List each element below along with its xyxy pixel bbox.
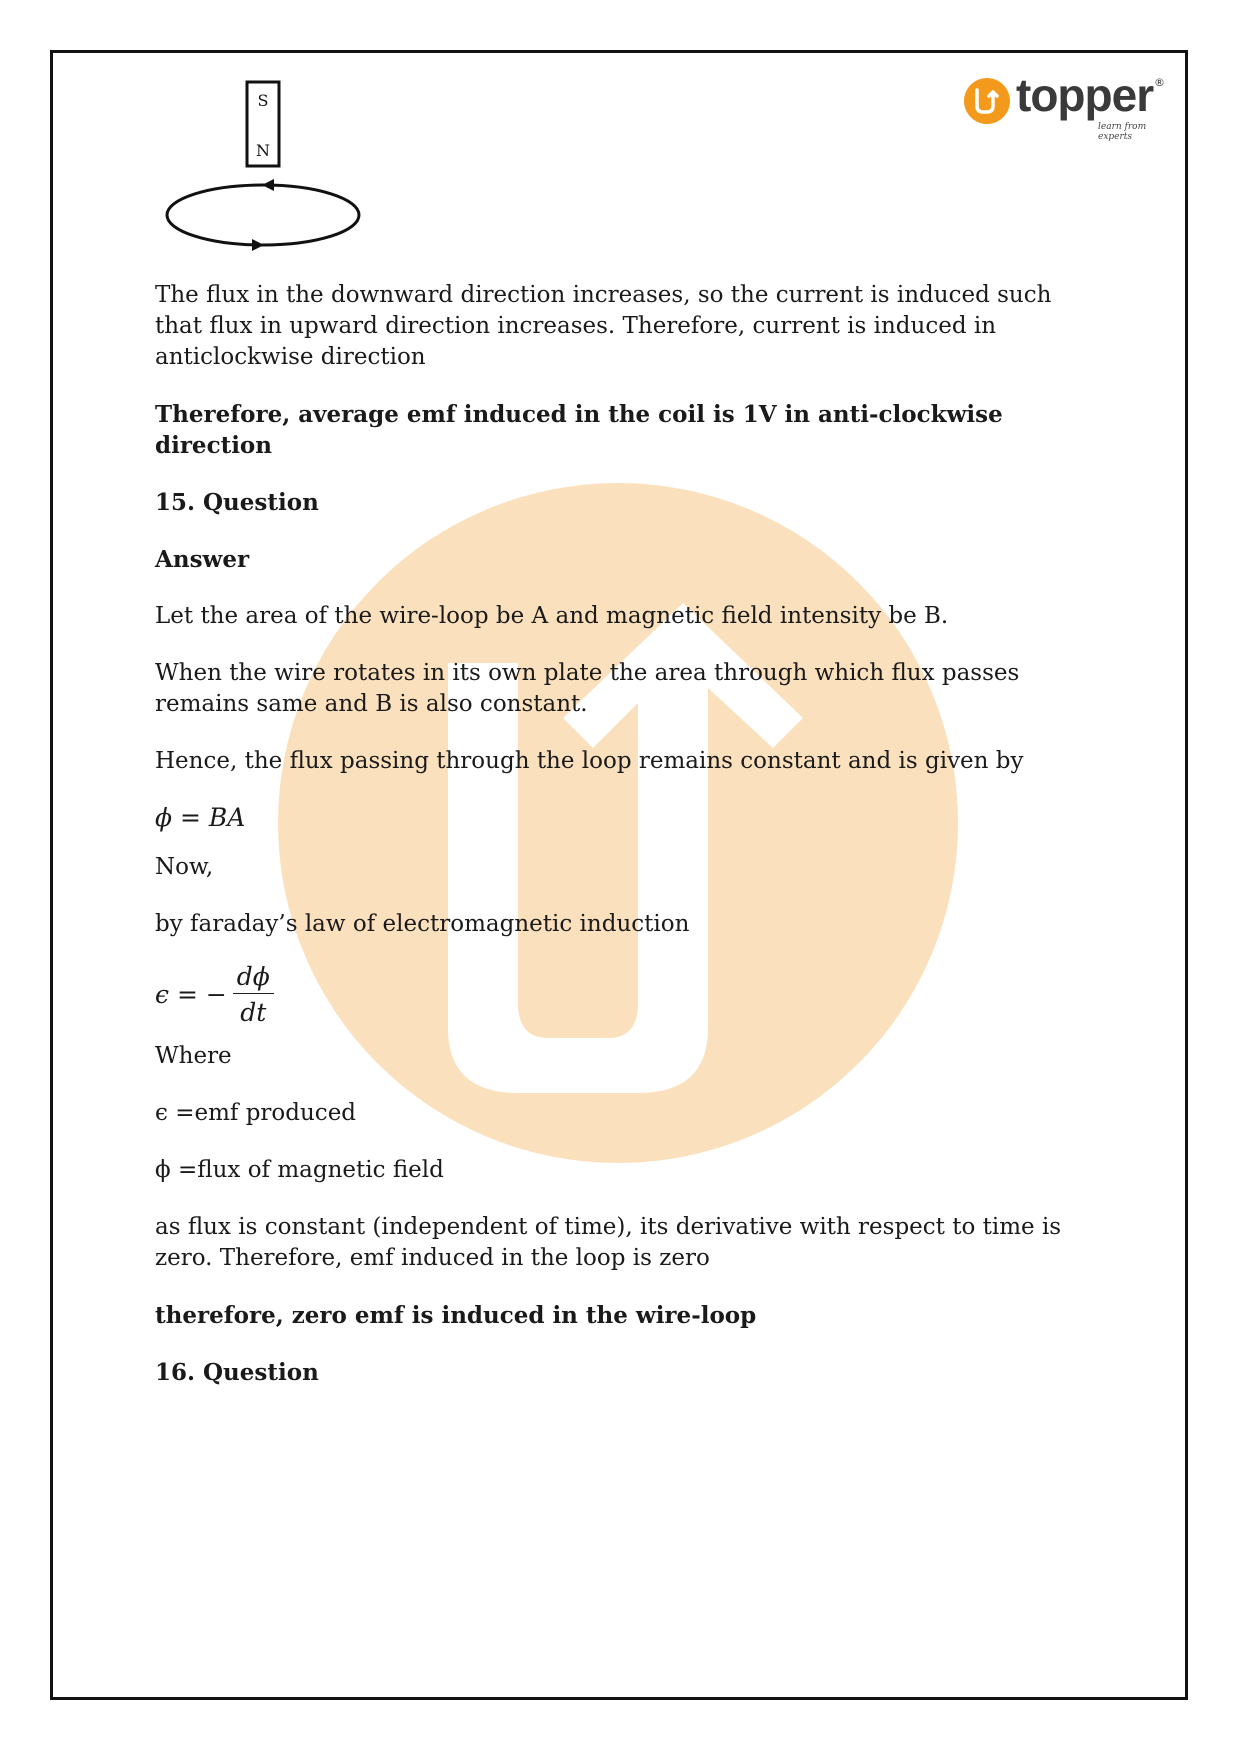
conclusion-q15: therefore, zero emf is induced in the wire-loop <box>155 1302 757 1329</box>
logo-wordmark: topper <box>1016 69 1154 121</box>
coil-arrow-bottom-icon <box>252 239 264 251</box>
coil-arrow-top-icon <box>262 179 274 191</box>
equation-emf-denominator: dt <box>240 998 267 1027</box>
magnet-north-label: N <box>256 141 270 160</box>
equation-emf-lhs: ϵ = − <box>155 980 227 1009</box>
paragraph-flux-direction: The flux in the downward direction increases, so the current is induced such that flux in upward direction increases. Therefore, current is induced in anticlockwise direction <box>155 282 1052 370</box>
magnet-south-label: S <box>257 91 269 110</box>
equation-flux: ϕ = BA <box>155 803 246 832</box>
conclusion-q14: Therefore, average emf induced in the coil is 1V in anti-clockwise direction <box>155 401 1003 459</box>
answer-heading: Answer <box>155 546 250 573</box>
equation-emf-numerator: dϕ <box>233 962 274 994</box>
paragraph-now: Now, <box>155 854 214 880</box>
equation-emf-fraction <box>233 962 274 1027</box>
topper-logo <box>964 69 1165 142</box>
question-16-heading: 16. Question <box>155 1359 319 1386</box>
definition-emf: ϵ =emf produced <box>155 1100 357 1126</box>
paragraph-derivative-zero: as flux is constant (independent of time), its derivative with respect to time is zero. Therefore, emf induced in the loop is zero <box>155 1214 1062 1271</box>
registered-mark: ® <box>1154 76 1165 89</box>
paragraph-where: Where <box>155 1043 232 1069</box>
paragraph-rotation: When the wire rotates in its own plate the area through which flux passes remains same and B is also constant. <box>155 660 1020 717</box>
topper-logo-icon <box>964 78 1010 124</box>
definition-flux: ϕ =flux of magnetic field <box>155 1157 444 1183</box>
logo-tagline: learn from experts <box>1098 122 1147 142</box>
document-body <box>155 280 1105 1414</box>
question-15-heading: 15. Question <box>155 489 319 516</box>
paragraph-faraday: by faraday’s law of electromagnetic induction <box>155 911 690 937</box>
equation-emf <box>155 962 1105 1027</box>
paragraph-flux-given: Hence, the flux passing through the loop remains constant and is given by <box>155 748 1024 774</box>
paragraph-area-field: Let the area of the wire-loop be A and magnetic field intensity be B. <box>155 603 949 629</box>
coil-loop <box>167 185 359 245</box>
magnet-coil-diagram <box>160 78 370 258</box>
